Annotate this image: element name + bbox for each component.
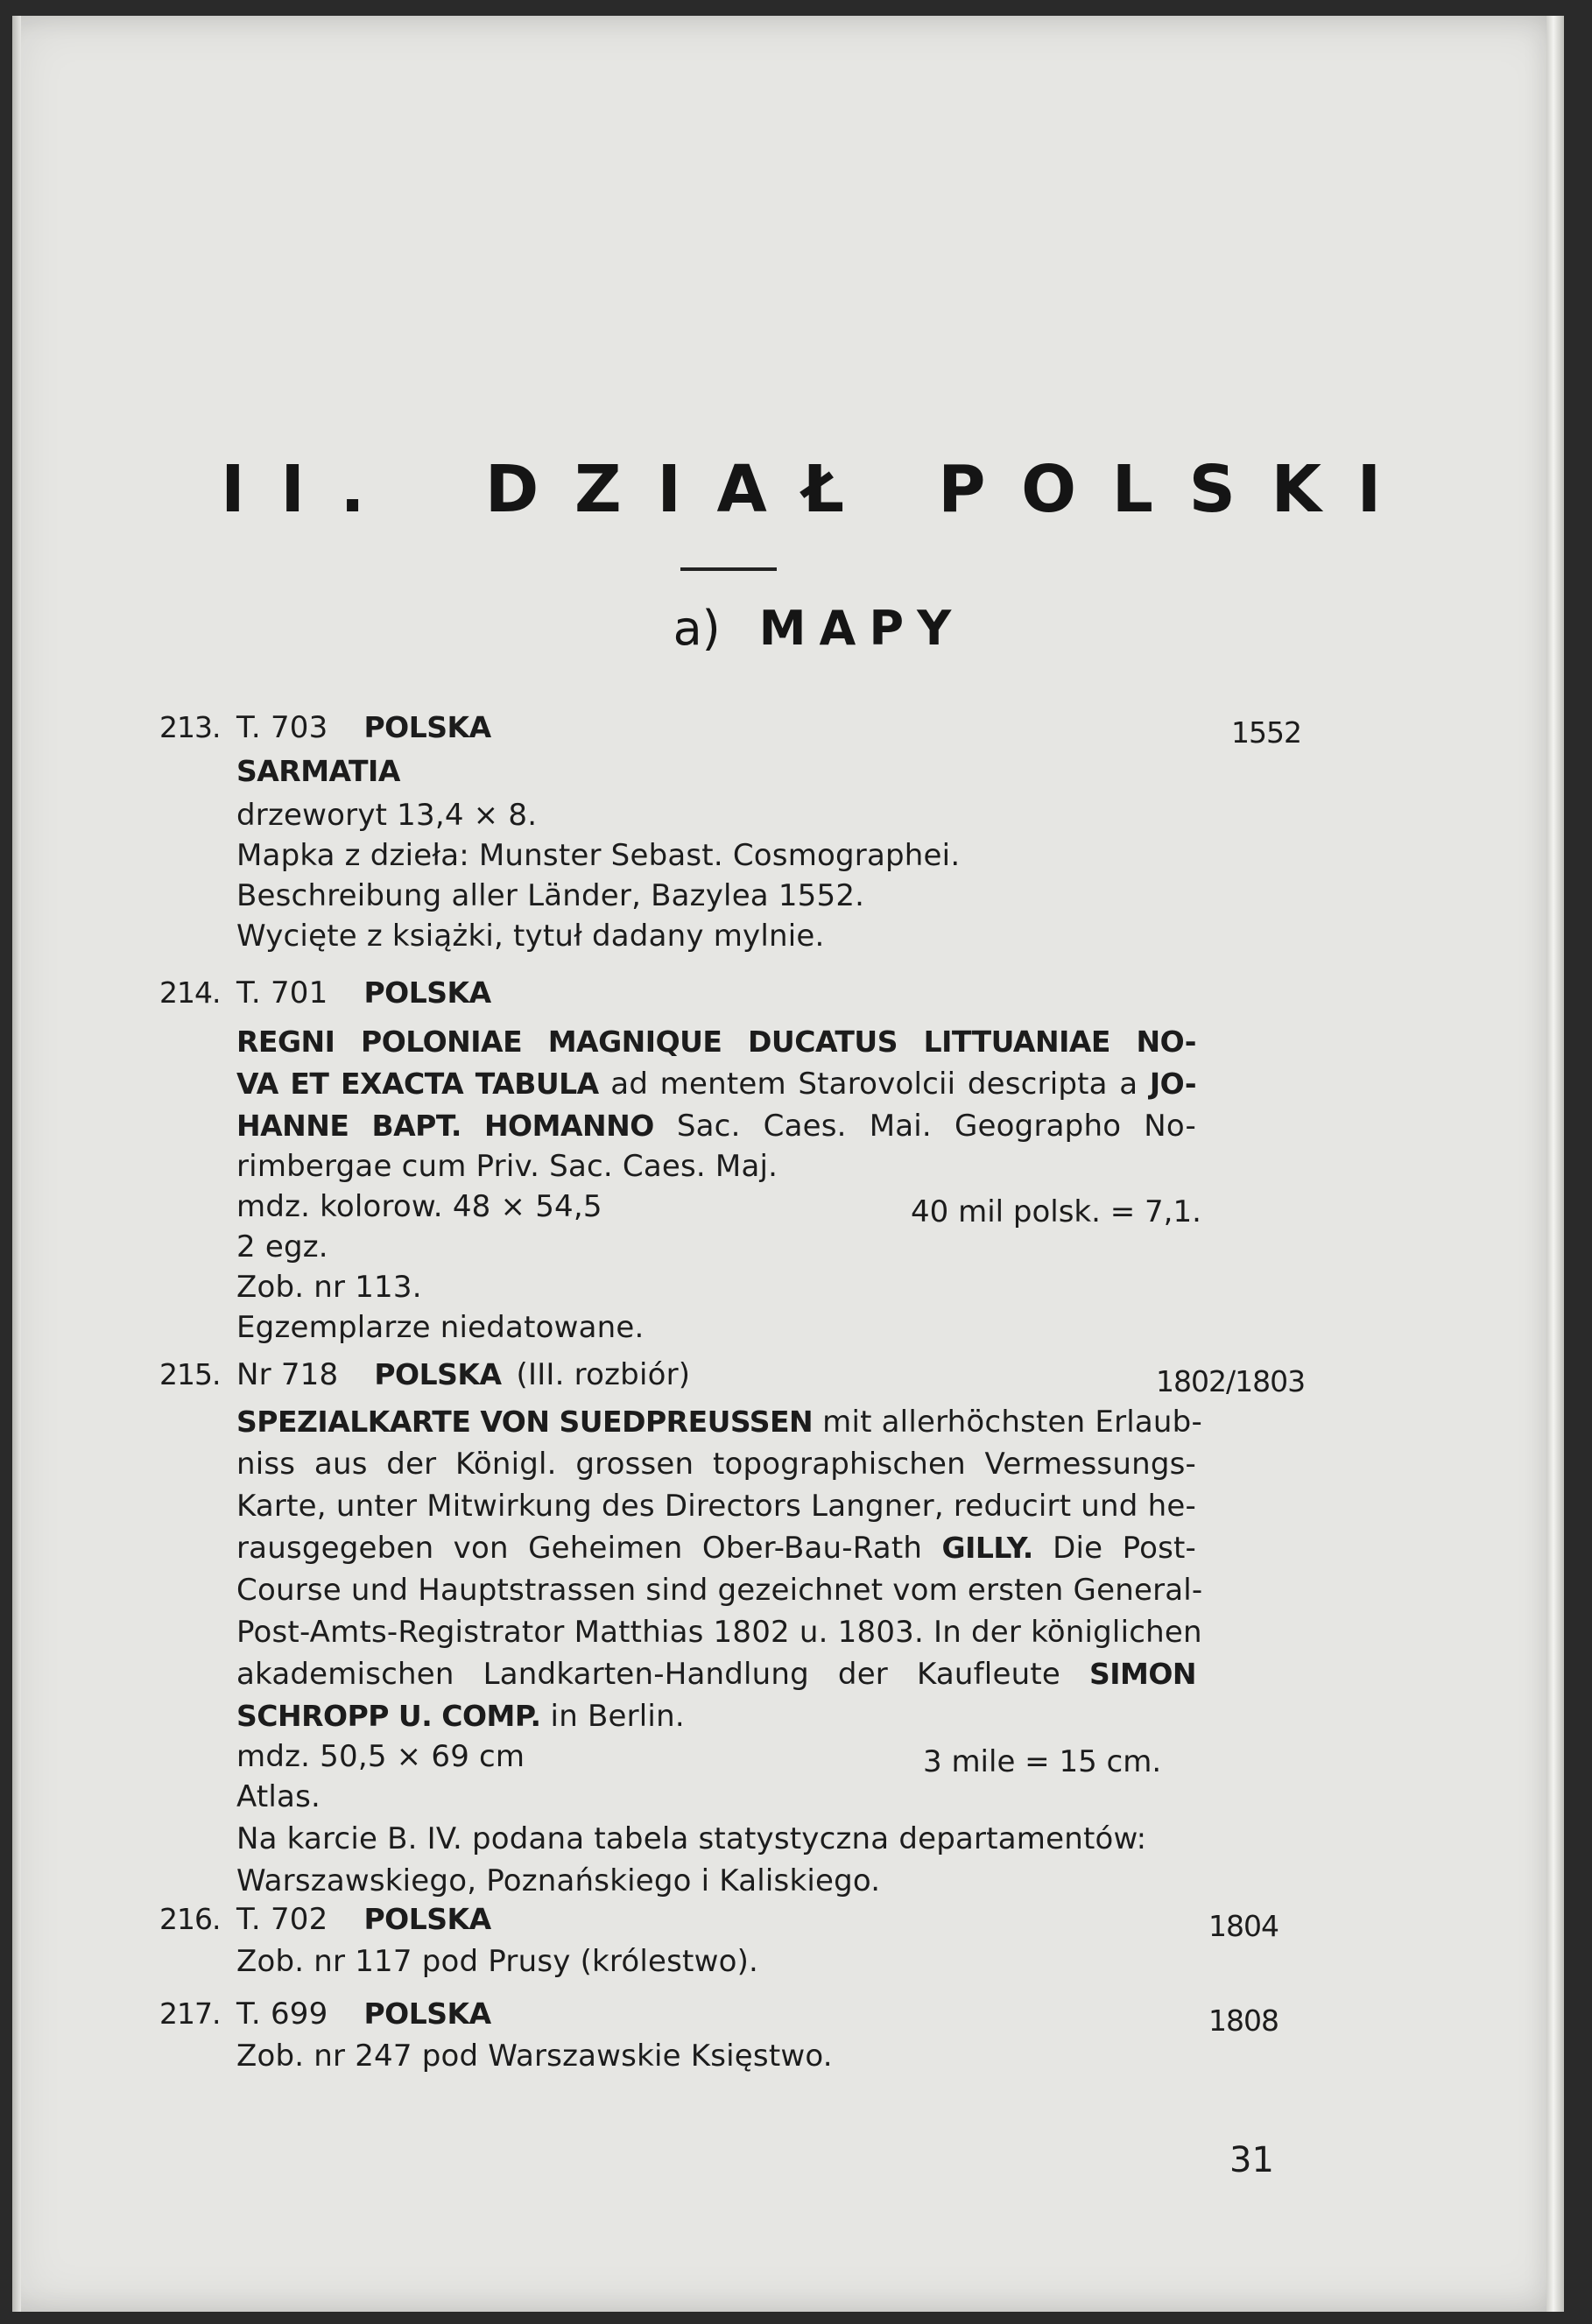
title-text: Sac. Caes. Mai. Geographo No- [676,1109,1196,1144]
entry-year: 1802/1803 [1156,1364,1306,1398]
title-bold: JO- [1149,1067,1197,1101]
entry-title-line [236,1531,1196,1566]
subsection-title: MAPY [758,601,965,656]
entry-number: 216. [159,1902,221,1936]
title-bold: GILLY. [941,1531,1033,1565]
title-text: rimbergae cum Priv. Sac. Caes. Maj. [236,1149,778,1184]
title-text: in Berlin. [550,1699,685,1734]
entry-title-line [236,1657,1196,1692]
entry-line: Zob. nr 113. [236,1270,422,1305]
entry-year: 1808 [1208,2004,1279,2038]
entry-subject: POLSKA [363,710,491,744]
entry-header [236,975,491,1011]
section-heading [12,452,1564,527]
entry-year: 1804 [1208,1909,1279,1943]
entry-ref: Nr 718 [236,1357,339,1392]
title-bold: SIMON [1088,1657,1196,1691]
entry-title-line [236,1109,1196,1144]
entry-scale: 40 mil polsk. = 7,1. [911,1194,1201,1229]
heading-divider [680,567,777,571]
entry-ref: T. 699 [236,1997,328,2032]
page-right-edge [1546,16,1564,2312]
section-title: DZIAŁ POLSKI [484,452,1417,527]
title-bold: SPEZIALKARTE VON SUEDPREUSSEN [236,1405,814,1439]
entry-line: Zob. nr 247 pod Warszawskie Księstwo. [236,2039,833,2074]
title-text: niss aus der Königl. grossen topographischen Vermessungs- [236,1447,1196,1482]
entry-line: Atlas. [236,1779,321,1814]
entry-header [236,1357,690,1392]
title-bold: REGNI POLONIAE MAGNIQUE DUCATUS LITTUANIAE NO- [236,1025,1196,1059]
entry-technique: mdz. kolorow. 48 × 54,5 [236,1189,602,1224]
entry-scale: 3 mile = 15 cm. [923,1744,1162,1779]
book-page [12,16,1564,2312]
title-text: rausgegeben von Geheimen Ober-Bau-Rath [236,1531,923,1566]
entry-line: Beschreibung aller Länder, Bazylea 1552. [236,878,865,913]
entry-title-line [236,1489,1196,1524]
entry-title-line [236,1067,1196,1102]
entry-header [236,1997,491,2032]
entry-ref: T. 703 [236,710,328,745]
title-text: Course und Hauptstrassen sind gezeichnet vom ersten General- [236,1573,1203,1608]
entry-line: 2 egz. [236,1229,328,1264]
entry-line: Egzemplarze niedatowane. [236,1310,645,1345]
entry-line: drzeworyt 13,4 × 8. [236,798,538,833]
entry-line: Wycięte z książki, tytuł dadany mylnie. [236,919,825,954]
entry-line: Na karcie B. IV. podana tabela statystyczna departamentów: [236,1821,1147,1856]
title-text: mit allerhöchsten Erlaub- [822,1405,1202,1440]
entry-subject: POLSKA [363,1997,491,2031]
entry-line: Mapka z dzieła: Munster Sebast. Cosmographei. [236,838,961,873]
entry-number: 215. [159,1357,221,1391]
entry-title-line [236,1405,1202,1440]
entry-title-line [236,1447,1196,1482]
entry-line: Zob. nr 117 pod Prusy (królestwo). [236,1944,759,1979]
entry-year: 1552 [1231,715,1301,750]
entry-title-line [236,1699,685,1734]
entry-number: 217. [159,1997,221,2031]
title-text: Post-Amts-Registrator Matthias 1802 u. 1803. In der königlichen [236,1615,1202,1650]
entry-header [236,710,491,745]
entry-ref: T. 702 [236,1902,328,1937]
entry-subject-note: (III. rozbiór) [516,1357,691,1392]
entry-subject: POLSKA [363,1902,491,1936]
entry-title-line [236,1573,1203,1608]
entry-ref: T. 701 [236,975,328,1011]
subsection-letter: a) [673,601,721,656]
title-text: Karte, unter Mitwirkung des Directors Langner, reducirt und he- [236,1489,1196,1524]
title-text: ad mentem Starovolcii descripta a [610,1067,1138,1102]
entry-header [236,1902,491,1937]
entry-number: 213. [159,710,221,744]
entry-subject: POLSKA [363,975,491,1010]
entry-subject: POLSKA [374,1357,502,1391]
entry-technique: mdz. 50,5 × 69 cm [236,1739,525,1774]
entry-title-line [236,1615,1202,1650]
section-number: II. [221,452,401,527]
title-text: Die Post- [1053,1531,1196,1566]
entry-title-line [236,1149,778,1184]
page-number: 31 [1229,2140,1274,2180]
entry-line: Warszawskiego, Poznańskiego i Kaliskiego. [236,1863,881,1898]
entry-number: 214. [159,975,221,1010]
title-bold: HANNE BAPT. HOMANNO [236,1109,654,1143]
subsection-heading [12,601,1564,656]
title-bold: SCHROPP U. COMP. [236,1699,541,1733]
page-left-edge [12,16,21,2312]
entry-title: SARMATIA [236,754,400,788]
title-text: akademischen Landkarten-Handlung der Kaufleute [236,1657,1060,1692]
entry-title-line [236,1025,1196,1060]
title-bold: VA ET EXACTA TABULA [236,1067,599,1101]
